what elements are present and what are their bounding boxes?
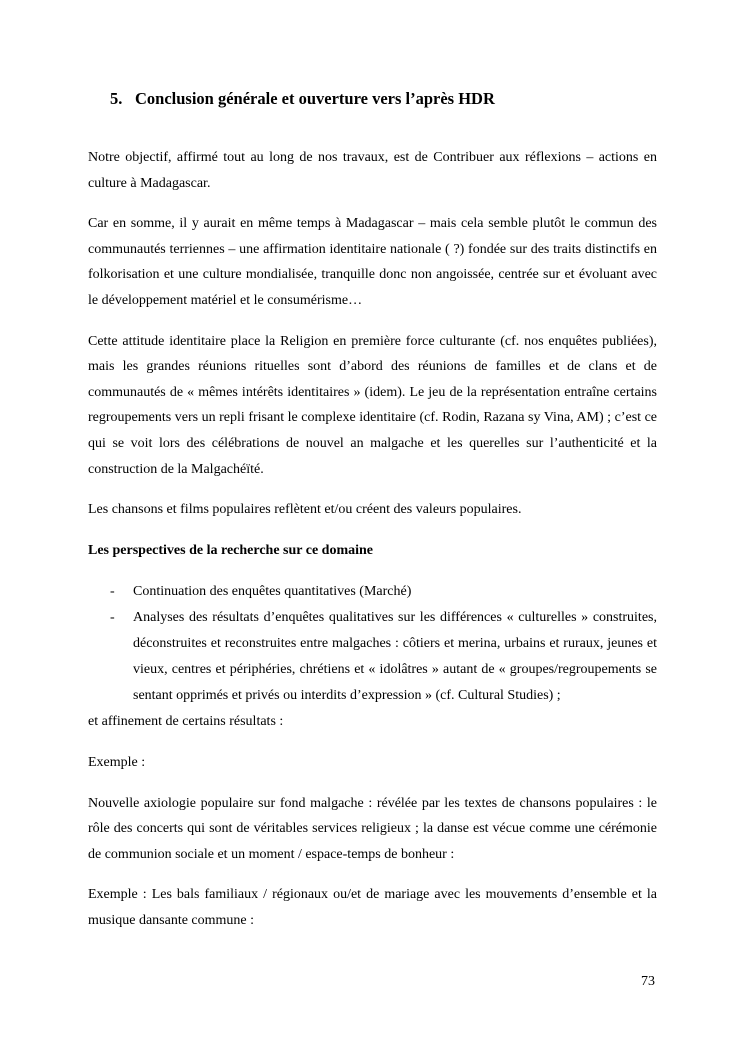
example-label: Exemple : (88, 754, 146, 770)
list-dash: - (110, 610, 115, 626)
section-title: Conclusion générale et ouverture vers l’après HDR (135, 89, 495, 108)
paragraph-songs-films: Les chansons et films populaires reflètent et/ou créent des valeurs populaires. (88, 502, 522, 518)
paragraph-religion: Cette attitude identitaire place la Religion en première force culturante (cf. nos enquêtes publiées), mais les grandes réunions rituelles sont d’abord des réunions de familles et de clans et de communautés de « mêmes intérêts identitaires » (idem). Le jeu de la représentation entraîne certains regroupements vers un repli frisant le complexe identitaire (cf. Rodin, Razana sy Vina, AM) ; c’est ce qui se voit lors des célébrations de nouvel an malgache et les querelles sur l’authenticité et la construction de la Malgachéïté. (88, 333, 657, 477)
perspectives-heading: Les perspectives de la recherche sur ce domaine (88, 542, 374, 558)
paragraph-refinement: et affinement de certains résultats : (88, 714, 284, 730)
paragraph-axiology: Nouvelle axiologie populaire sur fond malgache : révélée par les textes de chansons populaires : le rôle des concerts qui sont de véritables services religieux ; la danse est vécue comme une cérémonie de communion sociale et un moment / espace-temps de bonheur : (88, 795, 657, 862)
page-number: 73 (641, 974, 655, 989)
section-number: 5. (110, 89, 123, 108)
section-heading (110, 87, 657, 111)
list-item (88, 579, 657, 605)
list-item (88, 605, 657, 709)
paragraph-objective: Notre objectif, affirmé tout au long de nos travaux, est de Contribuer aux réflexions – actions en culture à Madagascar. (88, 150, 657, 191)
perspectives-list (88, 579, 657, 709)
list-dash: - (110, 584, 115, 600)
list-item-text: Analyses des résultats d’enquêtes qualitatives sur les différences « culturelles » construites, déconstruites et reconstruites entre malgaches : côtiers et merina, urbains et ruraux, jeunes et vieux, centres et périphéries, chrétiens et « idolâtres » autant de « groupes/regroupements se sentant opprimés et privés ou interdits d’expression » (cf. Cultural Studies) ; (133, 610, 657, 704)
list-item-text: Continuation des enquêtes quantitatives (Marché) (133, 584, 412, 600)
paragraph-example-balls: Exemple : Les bals familiaux / régionaux ou/et de mariage avec les mouvements d’ensemble et la musique dansante commune : (88, 887, 657, 928)
paragraph-identity: Car en somme, il y aurait en même temps à Madagascar – mais cela semble plutôt le commun des communautés terriennes – une affirmation identitaire nationale ( ?) fondée sur des traits distinctifs en folkorisation et une culture mondialisée, tranquille donc non angoissée, centrée sur et évoluant avec le développement matériel et le consumérisme… (88, 216, 657, 308)
page-content (88, 87, 657, 948)
